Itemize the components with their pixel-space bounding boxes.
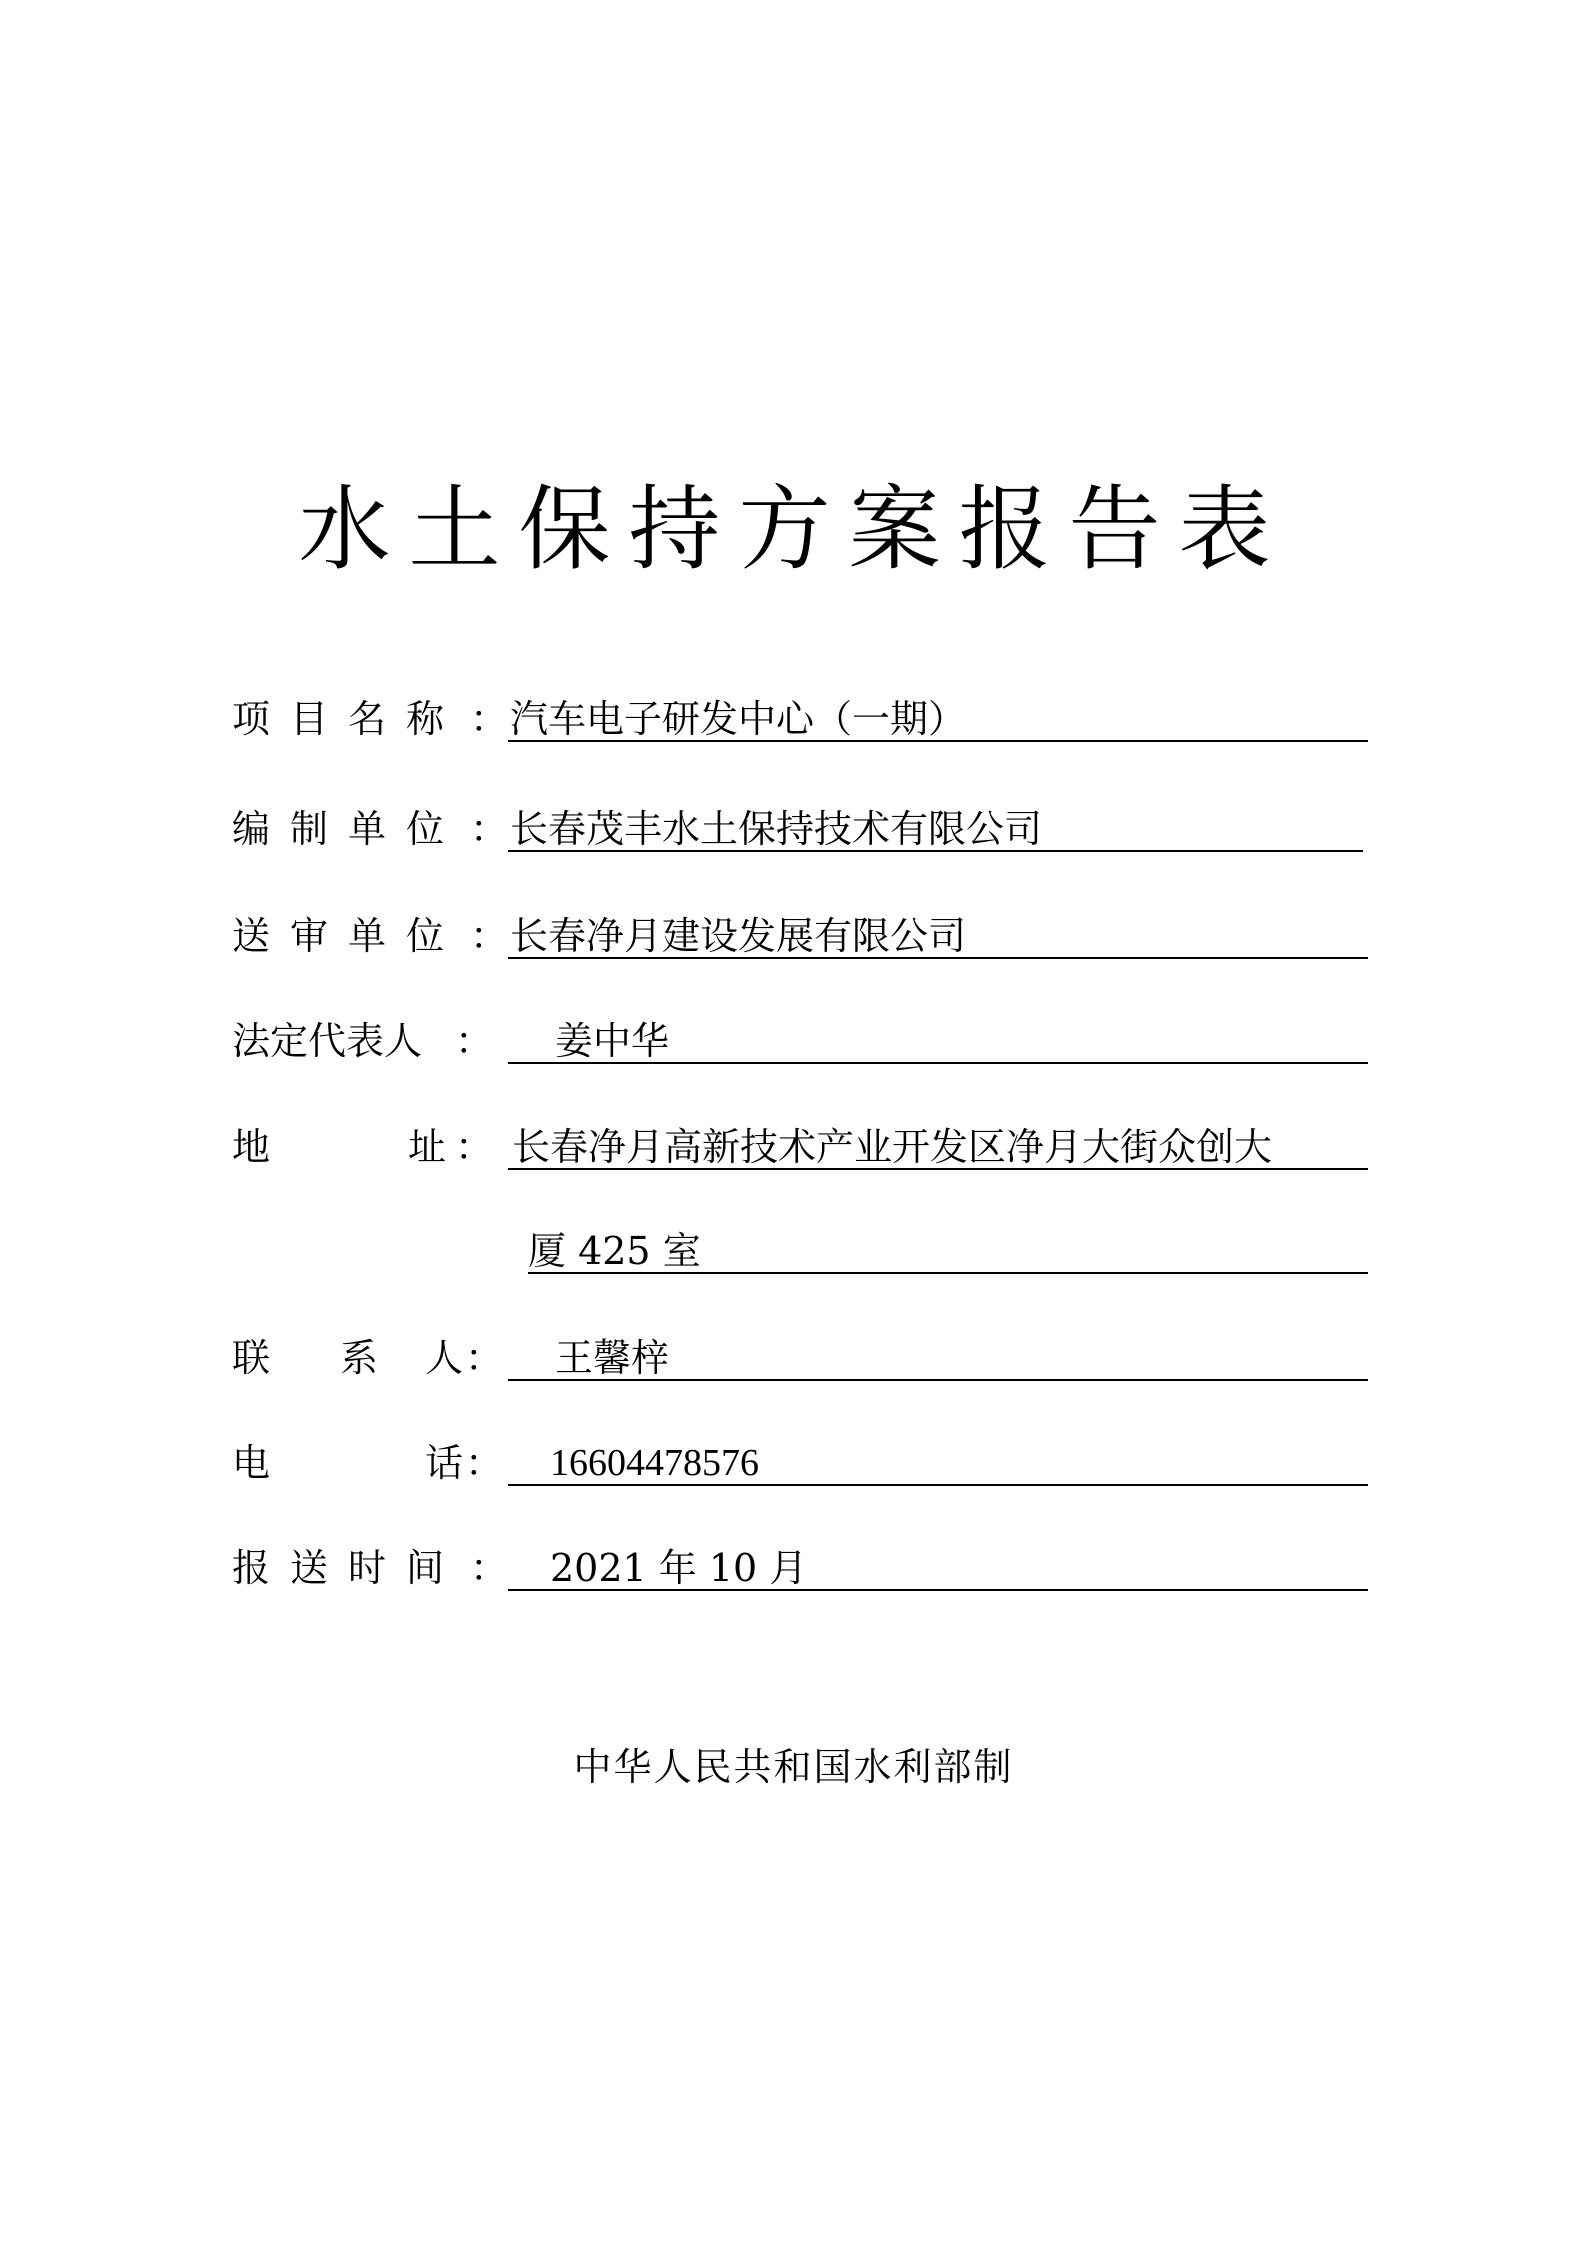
submitter-label: 送审单位 — [232, 914, 465, 958]
legal-rep-label: 法定代表人 — [232, 1019, 423, 1063]
submitter-colon: ： — [470, 914, 509, 958]
contact-colon: ： — [465, 1336, 504, 1380]
project-name-colon: ： — [470, 697, 509, 741]
date-label: 报送时间 — [232, 1546, 465, 1590]
phone-colon: ： — [465, 1441, 504, 1485]
document-title: 水土保持方案报告表 — [298, 476, 1289, 583]
issuer-footer: 中华人民共和国水利部制 — [573, 1745, 1014, 1789]
legal-rep-value: 姜中华 — [555, 1019, 670, 1063]
project-name-value: 汽车电子研发中心（一期） — [510, 697, 967, 741]
compiler-value: 长春茂丰水土保持技术有限公司 — [510, 807, 1043, 851]
date-value: 2021 年 10 月 — [550, 1546, 808, 1590]
contact-label-char-2: 系 — [340, 1336, 379, 1380]
phone-label-char-2: 话 — [425, 1441, 464, 1485]
phone-value: 16604478576 — [550, 1442, 759, 1484]
address-colon: ： — [455, 1125, 494, 1169]
address-value-line-1: 长春净月高新技术产业开发区净月大街众创大 — [512, 1125, 1273, 1169]
legal-rep-colon: ： — [455, 1019, 494, 1063]
project-name-label: 项目名称 — [232, 697, 465, 741]
contact-value: 王馨梓 — [555, 1336, 670, 1380]
address-label-char-1: 地 — [232, 1125, 271, 1169]
compiler-label: 编制单位 — [232, 807, 465, 851]
date-colon: ： — [470, 1546, 509, 1590]
submitter-value: 长春净月建设发展有限公司 — [510, 914, 967, 958]
address-label-char-2: 址 — [408, 1125, 447, 1169]
contact-label-char-3: 人 — [425, 1336, 464, 1380]
compiler-colon: ： — [470, 807, 509, 851]
address-value-line-2: 厦 425 室 — [528, 1229, 701, 1273]
contact-label-char-1: 联 — [232, 1336, 271, 1380]
phone-label-char-1: 电 — [232, 1441, 271, 1485]
